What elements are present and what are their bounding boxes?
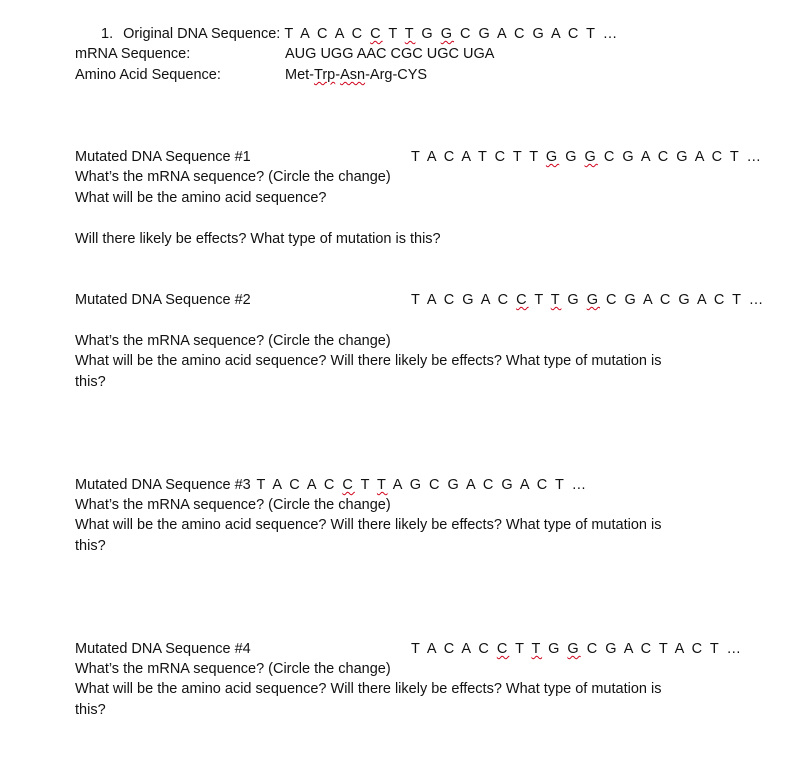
spellcheck-mark: T: [550, 292, 562, 308]
mutated-2-sequence: T A C G A C C T T G G C G A C G A C T …: [411, 292, 766, 308]
spellcheck-mark: Trp: [314, 67, 336, 83]
mutated-2-question-amino: What will be the amino acid sequence? Will there likely be effects? What type of mutation is this?: [75, 353, 662, 390]
original-dna-label: Original DNA Sequence:: [123, 26, 281, 42]
spellcheck-mark: Asn: [340, 67, 366, 83]
mutated-3-question-mrna: What’s the mRNA sequence? (Circle the change): [75, 497, 391, 513]
spellcheck-mark: G: [586, 292, 600, 308]
mutated-1-question-effects: Will there likely be effects? What type of mutation is this?: [75, 231, 441, 247]
spellcheck-mark: C: [342, 477, 355, 493]
mutated-4-question-amino: What will be the amino acid sequence? Will there likely be effects? What type of mutation is this?: [75, 681, 662, 718]
spellcheck-mark: T: [531, 641, 543, 657]
spellcheck-mark: T: [404, 26, 416, 42]
mutated-3-question-amino: What will be the amino acid sequence? Will there likely be effects? What type of mutation is this?: [75, 517, 662, 554]
mutated-1-question-mrna: What’s the mRNA sequence? (Circle the change): [75, 169, 391, 185]
mutated-1-question-amino: What will be the amino acid sequence?: [75, 190, 327, 206]
original-dna-line: [101, 25, 619, 43]
spellcheck-mark: G: [545, 149, 560, 165]
spellcheck-mark: G: [440, 26, 455, 42]
mrna-label: mRNA Sequence:: [75, 46, 191, 62]
mutated-3-label: Mutated DNA Sequence #3: [75, 477, 251, 493]
mutated-3-line: [75, 476, 588, 494]
mutated-1-sequence: T A C A T C T T G G G C G A C G A C T …: [411, 149, 764, 165]
mutated-1-label: Mutated DNA Sequence #1: [75, 149, 251, 165]
mutated-2-question-mrna: What’s the mRNA sequence? (Circle the change): [75, 333, 391, 349]
mutated-3-sequence: T A C A C C T T A G C G A C G A C T …: [250, 477, 589, 493]
mutated-2-label: Mutated DNA Sequence #2: [75, 292, 251, 308]
mutated-4-question-mrna: What’s the mRNA sequence? (Circle the change): [75, 661, 391, 677]
question-number: 1.: [101, 26, 114, 42]
mrna-value: AUG UGG AAC CGC UGC UGA: [285, 46, 495, 62]
spellcheck-mark: T: [376, 477, 388, 493]
spellcheck-mark: G: [567, 641, 581, 657]
mutated-4-label: Mutated DNA Sequence #4: [75, 641, 251, 657]
amino-acid-label: Amino Acid Sequence:: [75, 67, 221, 83]
mutated-4-sequence: T A C A C C T T G G C G A C T A C T …: [411, 641, 743, 657]
spellcheck-mark: C: [496, 641, 510, 657]
original-dna-sequence: T A C A C C T T G G C G A C G A C T …: [284, 26, 620, 42]
amino-acid-value: Met-Trp-Asn-Arg-CYS: [285, 67, 428, 83]
spellcheck-mark: C: [370, 26, 383, 42]
spellcheck-mark: G: [584, 149, 598, 165]
spellcheck-mark: C: [516, 292, 529, 308]
